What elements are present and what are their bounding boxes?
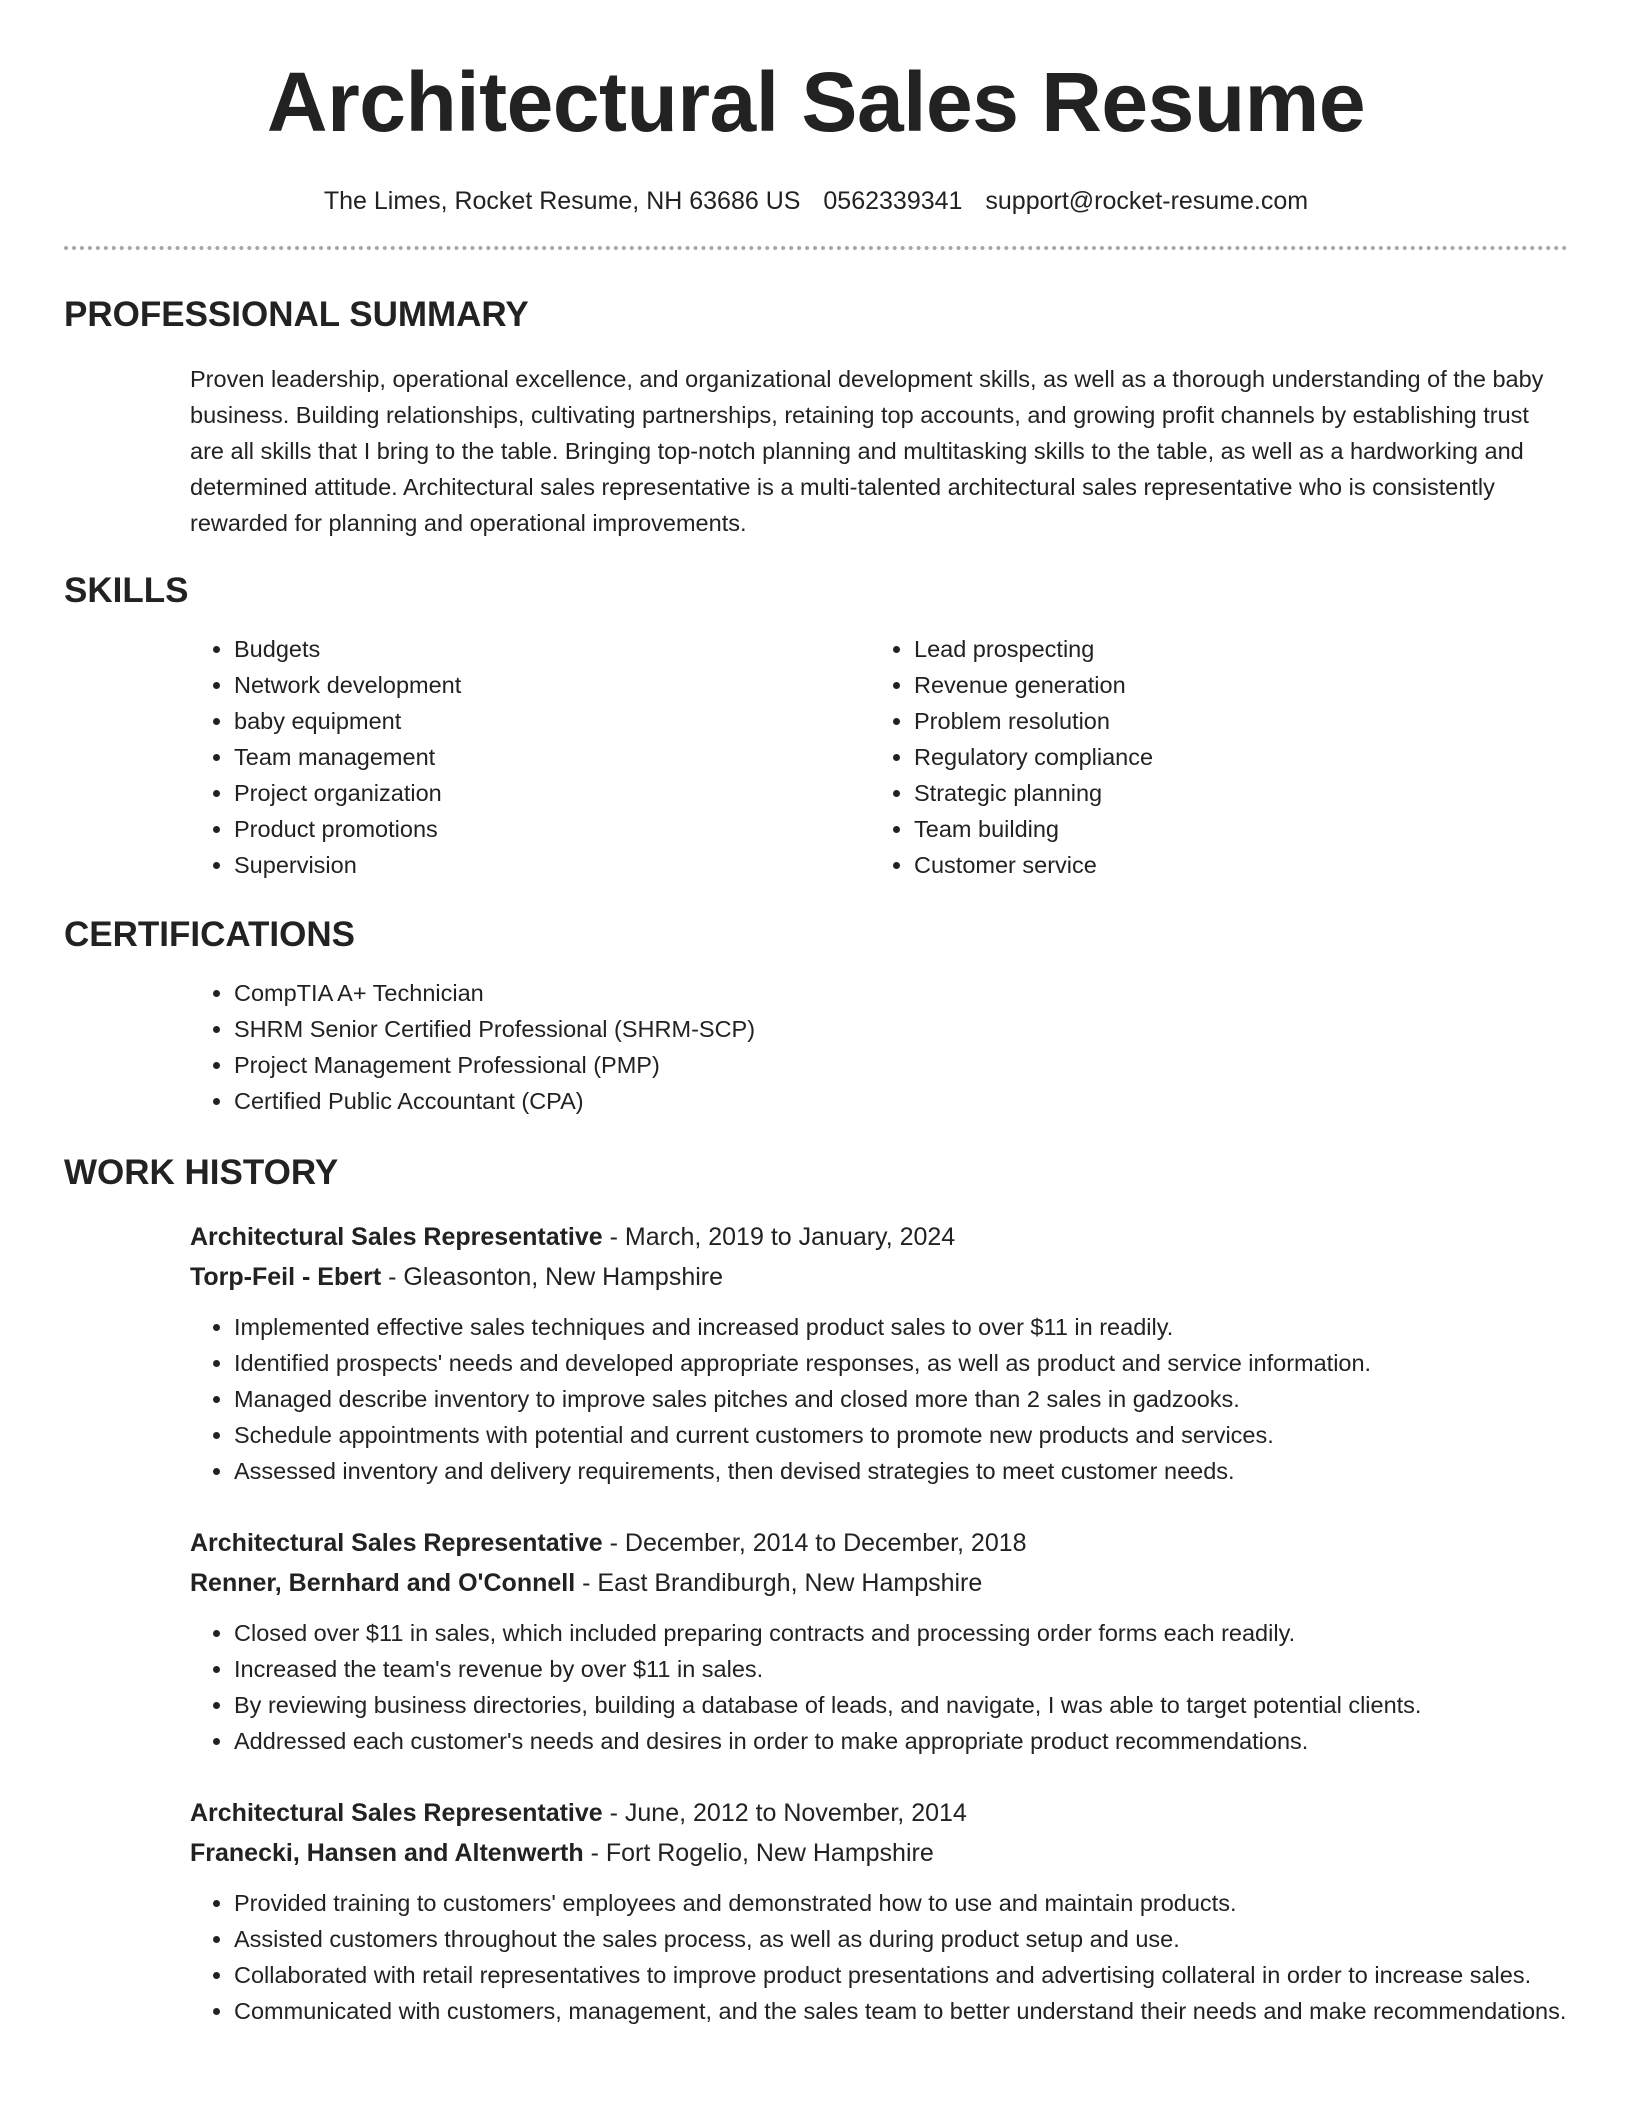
job-dates: - June, 2012 to November, 2014: [602, 1799, 967, 1827]
job-bullets: [190, 1615, 1568, 1759]
resume-title: Architectural Sales Resume: [266, 55, 1366, 149]
certifications-list: [190, 975, 1568, 1119]
job-entry: [190, 1523, 1568, 1759]
certification-item: • SHRM Senior Certified Professional (SHRM-SCP): [234, 1011, 1568, 1047]
work-history-heading: WORK HISTORY: [64, 1153, 339, 1192]
job-title-line: [190, 1523, 1568, 1563]
job-bullet: • Identified prospects' needs and developed appropriate responses, as well as product and service information.: [234, 1345, 1568, 1381]
certifications-block: [190, 975, 1568, 1119]
job-company: Renner, Bernhard and O'Connell: [190, 1569, 576, 1597]
skills-list-right: [870, 631, 1550, 883]
job-bullets: [190, 1885, 1568, 2029]
skill-item: • Supervision: [234, 847, 870, 883]
job-entry: [190, 1217, 1568, 1489]
job-bullet: • Provided training to customers' employees and demonstrated how to use and maintain products.: [234, 1885, 1568, 1921]
job-bullet: • Assisted customers throughout the sales process, as well as during product setup and use.: [234, 1921, 1568, 1957]
skill-item: • Project organization: [234, 775, 870, 811]
contact-phone: 0562339341: [823, 187, 963, 215]
header-divider: [64, 246, 1568, 250]
job-bullet: • Implemented effective sales techniques and increased product sales to over $11 in readily.: [234, 1309, 1568, 1345]
skill-item: • Budgets: [234, 631, 870, 667]
resume-header: [64, 0, 1568, 216]
job-company-line: [190, 1257, 1568, 1297]
skill-item: • Network development: [234, 667, 870, 703]
job-bullet: • Communicated with customers, management, and the sales team to better understand their needs and make recommendations.: [234, 1993, 1568, 2029]
job-dates: - December, 2014 to December, 2018: [602, 1529, 1027, 1557]
skill-item: • Revenue generation: [914, 667, 1550, 703]
job-bullet: • Increased the team's revenue by over $11 in sales.: [234, 1651, 1568, 1687]
job-bullets: [190, 1309, 1568, 1489]
skill-item: • Strategic planning: [914, 775, 1550, 811]
job-bullets-block: [190, 1885, 1568, 2029]
certifications-heading: CERTIFICATIONS: [64, 915, 356, 954]
job-company: Torp-Feil - Ebert: [190, 1263, 382, 1291]
skills-list-left: [190, 631, 870, 883]
certification-item: • CompTIA A+ Technician: [234, 975, 1568, 1011]
skill-item: • Problem resolution: [914, 703, 1550, 739]
job-bullet: • By reviewing business directories, building a database of leads, and navigate, I was able to target potential clients.: [234, 1687, 1568, 1723]
job-location: - East Brandiburgh, New Hampshire: [575, 1569, 983, 1597]
job-role: Architectural Sales Representative: [190, 1529, 603, 1557]
skill-item: • baby equipment: [234, 703, 870, 739]
job-entry: [190, 1793, 1568, 2029]
job-bullet: • Schedule appointments with potential and current customers to promote new products and services.: [234, 1417, 1568, 1453]
job-bullets-block: [190, 1309, 1568, 1489]
summary-text: Proven leadership, operational excellence, and organizational development skills, as well as a thorough understanding of the baby business. Building relationships, cultivating partnerships, retaining top accounts, and growing profit channels by establishing trust are all skills that I bring to the table. Bringing top-notch planning and multitasking skills to the table, as well as a hardworking and determined attitude. Architectural sales representative is a multi-talented architectural sales representative who is consistently rewarded for planning and operational improvements.: [190, 366, 1544, 536]
skills-grid: [190, 631, 1568, 883]
skill-item: • Team building: [914, 811, 1550, 847]
certification-item: • Certified Public Accountant (CPA): [234, 1083, 1568, 1119]
job-location: - Fort Rogelio, New Hampshire: [583, 1839, 934, 1867]
job-bullets-block: [190, 1615, 1568, 1759]
job-company: Franecki, Hansen and Altenwerth: [190, 1839, 584, 1867]
job-bullet: • Addressed each customer's needs and desires in order to make appropriate product recommendations.: [234, 1723, 1568, 1759]
job-location: - Gleasonton, New Hampshire: [381, 1263, 724, 1291]
job-bullet: • Closed over $11 in sales, which included preparing contracts and processing order forms each readily.: [234, 1615, 1568, 1651]
job-company-line: [190, 1833, 1568, 1873]
skill-item: • Customer service: [914, 847, 1550, 883]
skills-column-left: [190, 631, 870, 883]
job-bullet: • Collaborated with retail representatives to improve product presentations and advertising collateral in order to increase sales.: [234, 1957, 1568, 1993]
skill-item: • Regulatory compliance: [914, 739, 1550, 775]
contact-address: The Limes, Rocket Resume, NH 63686 US: [323, 187, 801, 215]
skill-item: • Team management: [234, 739, 870, 775]
skills-column-right: [870, 631, 1550, 883]
job-role: Architectural Sales Representative: [190, 1223, 603, 1251]
job-title-line: [190, 1793, 1568, 1833]
job-bullet: • Managed describe inventory to improve sales pitches and closed more than 2 sales in gadzooks.: [234, 1381, 1568, 1417]
contact-line: [64, 186, 1568, 216]
contact-email: support@rocket-resume.com: [985, 187, 1309, 215]
skills-heading: SKILLS: [64, 571, 189, 610]
summary-heading: PROFESSIONAL SUMMARY: [64, 295, 529, 334]
job-role: Architectural Sales Representative: [190, 1799, 603, 1827]
job-dates: - March, 2019 to January, 2024: [602, 1223, 956, 1251]
job-company-line: [190, 1563, 1568, 1603]
certification-item: • Project Management Professional (PMP): [234, 1047, 1568, 1083]
job-bullet: • Assessed inventory and delivery requirements, then devised strategies to meet customer needs.: [234, 1453, 1568, 1489]
skill-item: • Product promotions: [234, 811, 870, 847]
skill-item: • Lead prospecting: [914, 631, 1550, 667]
job-title-line: [190, 1217, 1568, 1257]
